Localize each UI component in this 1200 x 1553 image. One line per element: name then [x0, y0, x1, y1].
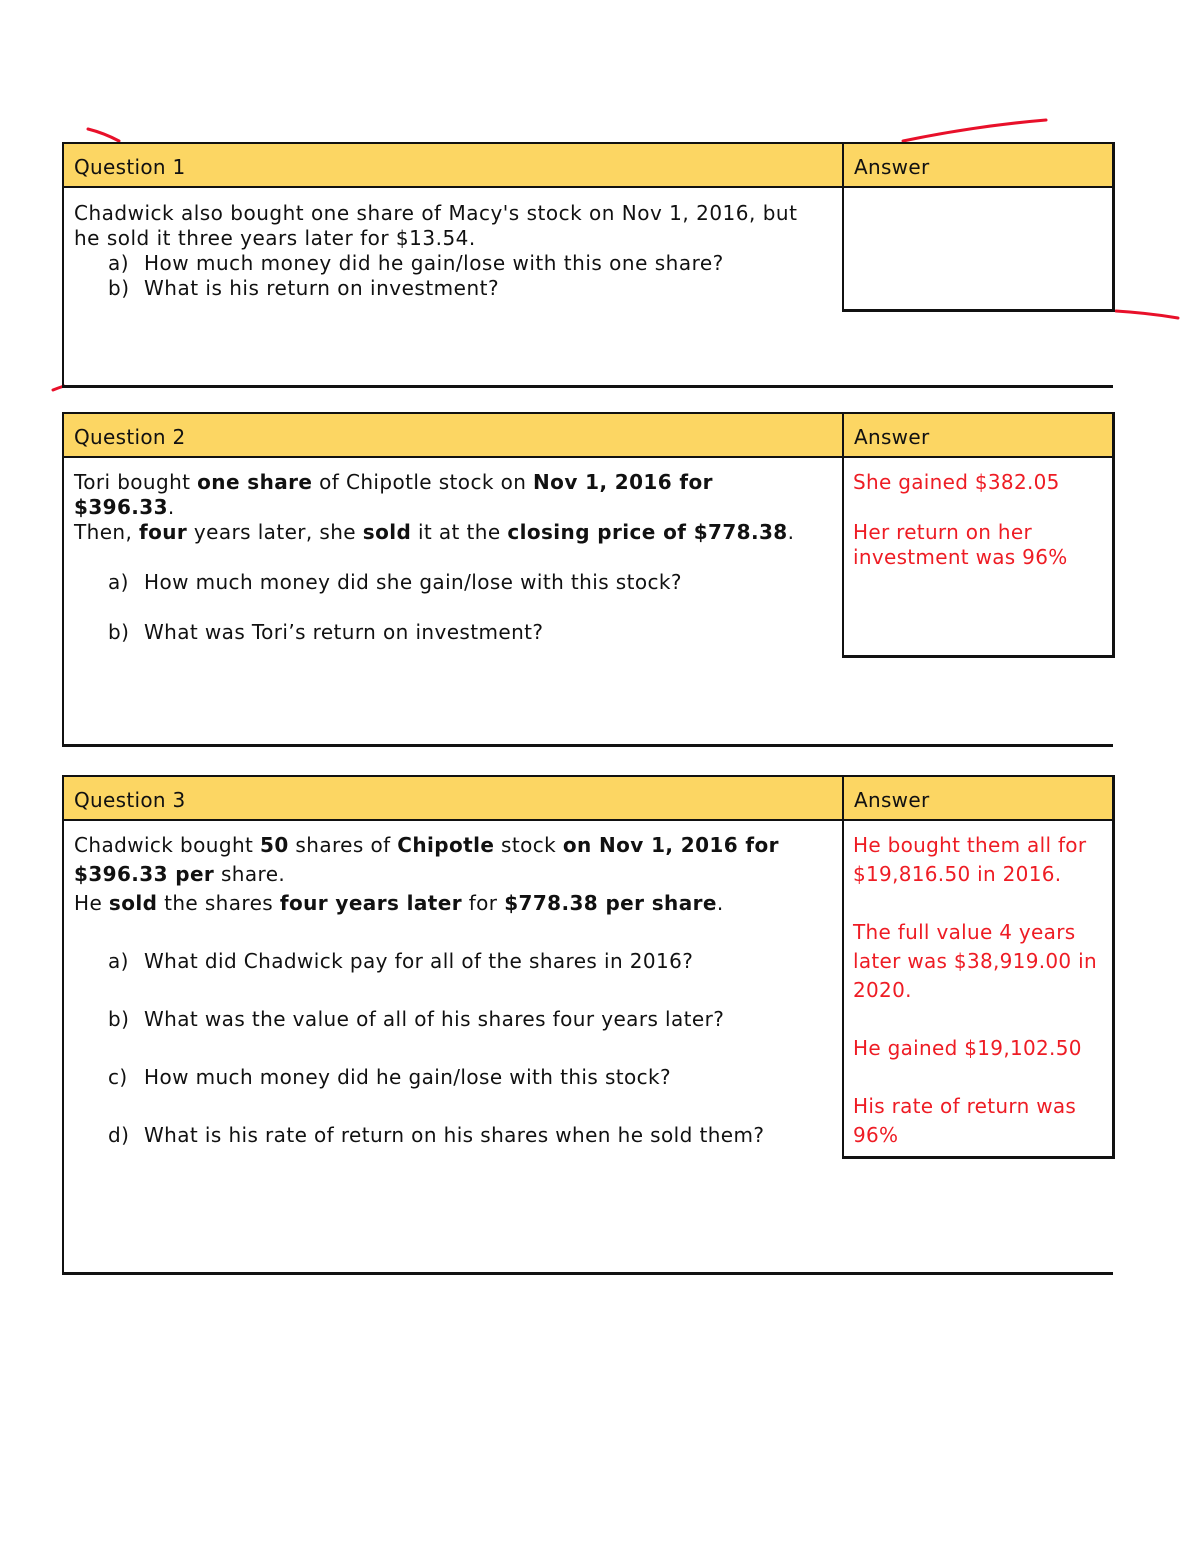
question-2-item-a — [74, 570, 834, 595]
answer-3-line-1: He bought them all for $19,816.50 in 2016. — [853, 833, 1087, 886]
answer-2-header: Answer — [842, 412, 1115, 458]
text-span: of Chipotle stock on — [312, 470, 534, 494]
item-label: d) — [108, 1123, 130, 1147]
item-text: What is his rate of return on his shares when he sold them? — [144, 1123, 765, 1147]
text-span: . — [716, 891, 724, 915]
item-text: What was the value of all of his shares four years later? — [144, 1007, 725, 1031]
text-span: for — [461, 891, 505, 915]
question-3-item-d — [74, 1121, 834, 1150]
text-span: share. — [214, 862, 286, 886]
answer-3-box — [842, 821, 1115, 1159]
text-span: Tori bought — [74, 470, 198, 494]
item-label: b) — [108, 620, 130, 644]
question-1-body — [74, 201, 834, 301]
item-text: How much money did he gain/lose with this stock? — [144, 1065, 672, 1089]
text-span: years later, she — [187, 520, 363, 544]
answer-1-header: Answer — [842, 142, 1115, 188]
text-span: Chadwick bought — [74, 833, 261, 857]
text-span: . — [787, 520, 795, 544]
item-text: What is his return on investment? — [144, 276, 500, 300]
question-3-item-c — [74, 1063, 834, 1092]
text-span: it at the — [411, 520, 508, 544]
bold-span: 50 — [260, 833, 289, 857]
item-text: How much money did she gain/lose with this stock? — [144, 570, 682, 594]
text-span: shares of — [288, 833, 398, 857]
question-1-item-b — [74, 276, 834, 301]
red-mark-top-right — [903, 120, 1046, 141]
question-3-header: Question 3 — [62, 775, 842, 821]
question-3-line-3 — [74, 889, 834, 918]
answer-2-box — [842, 458, 1115, 658]
item-label: a) — [108, 251, 130, 275]
item-label: b) — [108, 276, 130, 300]
item-text: How much money did he gain/lose with this one share? — [144, 251, 724, 275]
bold-span: on Nov 1, 2016 for — [562, 833, 779, 857]
question-2-body — [74, 470, 834, 645]
question-2-header: Question 2 — [62, 412, 842, 458]
red-mark-top-left — [88, 129, 119, 141]
answer-3-header: Answer — [842, 775, 1115, 821]
answer-3-line-2: The full value 4 years later was $38,919.00 in 2020. — [853, 920, 1097, 1002]
bold-span: Chipotle — [397, 833, 495, 857]
question-3-line-1 — [74, 831, 834, 860]
answer-1-box — [842, 188, 1115, 312]
item-text: What was Tori’s return on investment? — [144, 620, 544, 644]
question-2-item-b — [74, 620, 834, 645]
text-span: the shares — [157, 891, 280, 915]
text-span: Then, — [74, 520, 139, 544]
question-1-line-1: Chadwick also bought one share of Macy's stock on Nov 1, 2016, but — [74, 201, 798, 225]
text-span: He — [74, 891, 109, 915]
item-label: a) — [108, 570, 129, 594]
question-2-line-2 — [74, 495, 834, 520]
question-2-line-1 — [74, 470, 834, 495]
answer-3-line-4: His rate of return was 96% — [853, 1094, 1077, 1147]
question-3-line-2 — [74, 860, 834, 889]
item-label: c) — [108, 1065, 128, 1089]
bold-span: $396.33 per — [74, 862, 215, 886]
question-3-body — [74, 831, 834, 1150]
bold-span: one share — [197, 470, 313, 494]
text-span: stock — [494, 833, 563, 857]
question-1-line-2: he sold it three years later for $13.54. — [74, 226, 476, 250]
question-3-item-a — [74, 947, 834, 976]
red-mark-right — [1116, 311, 1178, 318]
answer-2-line-2: Her return on her investment was 96% — [853, 520, 1068, 569]
question-1-header: Question 1 — [62, 142, 842, 188]
bold-span: four — [139, 520, 188, 544]
item-label: a) — [108, 949, 129, 973]
bold-span: sold — [108, 891, 158, 915]
bold-span: sold — [362, 520, 412, 544]
bold-span: closing price of $778.38 — [507, 520, 788, 544]
answer-2-line-1: She gained $382.05 — [853, 470, 1060, 494]
bold-span: four years later — [279, 891, 462, 915]
answer-3-line-3: He gained $19,102.50 — [853, 1036, 1082, 1060]
item-text: What did Chadwick pay for all of the shares in 2016? — [144, 949, 694, 973]
question-2-line-3 — [74, 520, 834, 545]
question-3-item-b — [74, 1005, 834, 1034]
question-1-item-a — [74, 251, 834, 276]
bold-span: Nov 1, 2016 for — [533, 470, 713, 494]
bold-span: $396.33 — [74, 495, 168, 519]
item-label: b) — [108, 1007, 130, 1031]
text-span: . — [167, 495, 175, 519]
bold-span: $778.38 per share — [504, 891, 717, 915]
